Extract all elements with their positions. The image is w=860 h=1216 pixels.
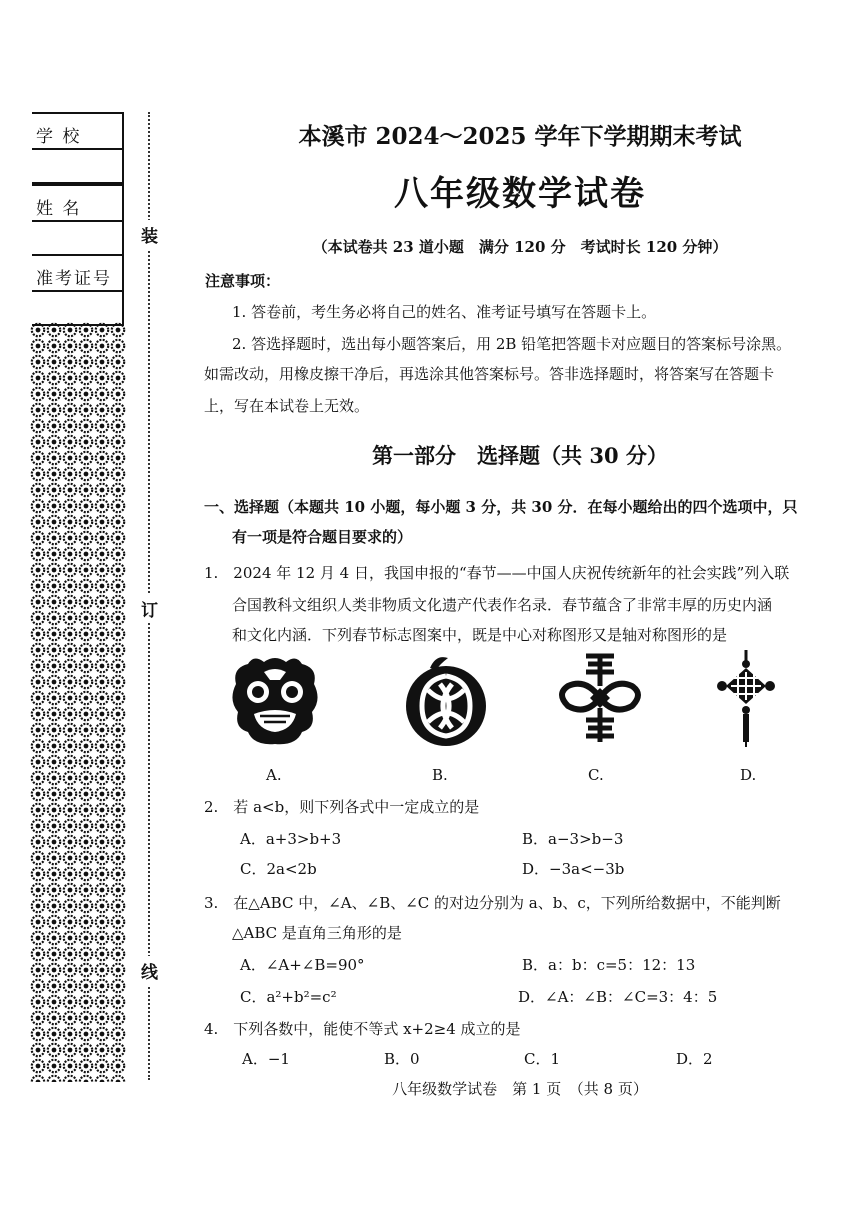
- chinese-knot-icon[interactable]: [716, 648, 776, 748]
- part1-instruction-line-1: 一、选择题（本题共 10 小题，每小题 3 分，共 30 分．在每小题给出的四个选项中，只: [204, 498, 798, 516]
- exam-number-field[interactable]: [32, 254, 124, 326]
- notice-item-1: 1. 答卷前，考生务必将自己的姓名、准考证号填写在答题卡上。: [232, 303, 657, 321]
- q1-label-a: A.: [266, 766, 282, 784]
- exam-title: 本溪市 2024～2025 学年下学期期末考试: [298, 123, 742, 150]
- q4-option-c[interactable]: C．1: [524, 1050, 561, 1068]
- q3-stem-line-2: △ABC 是直角三角形的是: [232, 924, 402, 942]
- q3-option-b[interactable]: B．a：b：c=5：12：13: [522, 956, 696, 974]
- school-divider: [32, 148, 122, 150]
- q4-option-a[interactable]: A．−1: [242, 1050, 290, 1068]
- q4-option-b[interactable]: B．0: [384, 1050, 420, 1068]
- exam-info: （本试卷共 23 道小题 满分 120 分 考试时长 120 分钟）: [312, 238, 728, 256]
- notice-item-2-line-3: 上，写在本试卷上无效。: [204, 397, 370, 415]
- q1-label-d: D.: [740, 766, 757, 784]
- decorative-seal-pattern: [30, 322, 126, 1082]
- paper-title: 八年级数学试卷: [394, 174, 646, 214]
- q1-stem-line-1: 1. 2024 年 12 月 4 日，我国申报的“春节——中国人庆祝传统新年的社会实践”列入联: [204, 564, 790, 582]
- exam-number-label: 准考证号: [36, 269, 112, 289]
- q1-label-c: C.: [588, 766, 604, 784]
- infinity-knot-icon[interactable]: [552, 650, 648, 746]
- q2-stem: 2. 若 a<b，则下列各式中一定成立的是: [204, 798, 480, 816]
- section-title: 第一部分 选择题（共 30 分）: [372, 443, 668, 468]
- q2-option-b[interactable]: B．a−3>b−3: [522, 830, 624, 848]
- notice-title: 注意事项：: [205, 272, 281, 290]
- lion-head-icon[interactable]: [228, 652, 322, 748]
- q1-stem-line-2: 合国教科文组织人类非物质文化遗产代表作名录．春节蕴含了非常丰厚的历史内涵: [232, 596, 773, 614]
- page-footer: 八年级数学试卷 第 1 页 （共 8 页）: [392, 1080, 648, 1098]
- q2-option-c[interactable]: C．2a<2b: [240, 860, 317, 878]
- part1-instruction-line-2: 有一项是符合题目要求的）: [232, 528, 413, 546]
- bind-char-zhuang: 装: [141, 220, 158, 249]
- notice-item-2-line-1: 2. 答选择题时，选出每小题答案后，用 2B 铅笔把答题卡对应题目的答案标号涂黑。: [232, 335, 792, 353]
- name-label: 姓 名: [36, 199, 82, 219]
- snake-knot-icon[interactable]: [400, 650, 492, 748]
- q3-option-d[interactable]: D．∠A：∠B：∠C=3：4：5: [518, 988, 718, 1006]
- q4-option-d[interactable]: D．2: [676, 1050, 713, 1068]
- school-field[interactable]: [32, 112, 124, 184]
- q2-option-d[interactable]: D．−3a<−3b: [522, 860, 625, 878]
- q1-label-b: B.: [432, 766, 448, 784]
- notice-item-2-line-2: 如需改动，用橡皮擦干净后，再选涂其他答案标号。答非选择题时，将答案写在答题卡: [204, 365, 775, 383]
- q3-option-c[interactable]: C．a²+b²=c²: [240, 988, 337, 1006]
- school-label: 学 校: [36, 127, 82, 147]
- bind-char-xian: 线: [141, 956, 158, 985]
- q1-stem-line-3: 和文化内涵．下列春节标志图案中，既是中心对称图形又是轴对称图形的是: [232, 626, 728, 644]
- q2-option-a[interactable]: A．a+3>b+3: [240, 830, 342, 848]
- bind-char-ding: 订: [141, 594, 158, 623]
- q3-option-a[interactable]: A．∠A+∠B=90°: [240, 956, 365, 974]
- name-divider: [32, 220, 122, 222]
- exam-number-divider: [32, 290, 122, 292]
- q4-stem: 4. 下列各数中，能使不等式 x+2≥4 成立的是: [204, 1020, 521, 1038]
- name-field[interactable]: [32, 184, 124, 256]
- q3-stem-line-1: 3. 在△ABC 中，∠A、∠B、∠C 的对边分别为 a、b、c，下列所给数据中，不能判断: [204, 894, 781, 912]
